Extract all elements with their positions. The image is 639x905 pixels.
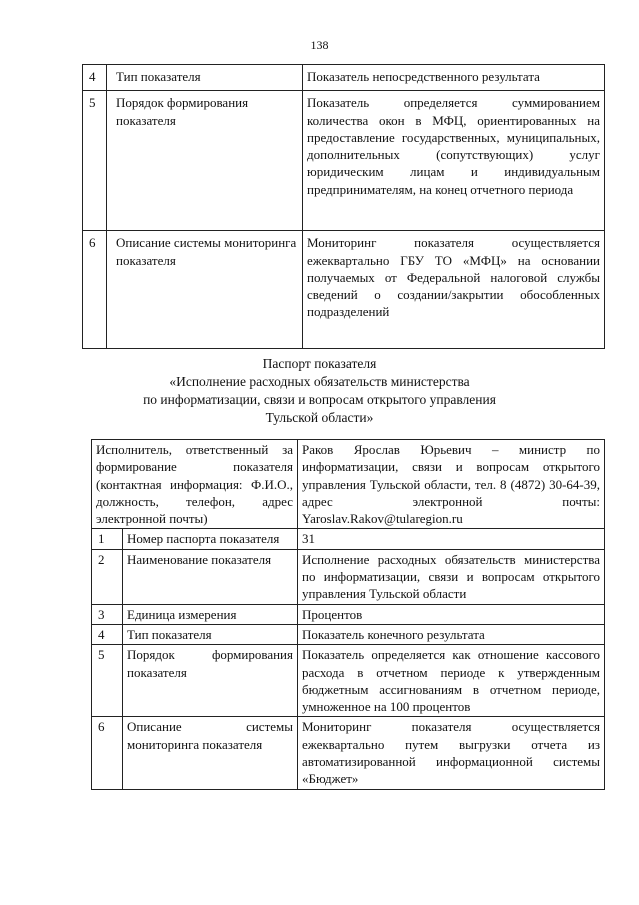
table-row xyxy=(83,91,605,231)
table-row xyxy=(92,717,605,789)
table-row xyxy=(83,231,605,349)
row-number: 3 xyxy=(92,604,123,624)
row-label: Наименование показателя xyxy=(123,549,298,604)
executor-value: Раков Ярослав Юрьевич – министр по информатизации, связи и вопросам открытого управления Тульской области, тел. 8 (4872) 30-64-39, адрес электронной почты: Yaroslav.Rakov@tularegion.ru xyxy=(298,440,605,529)
row-value: Мониторинг показателя осуществляется ежеквартально путем выгрузки отчета из автоматизированной информационной системы «Бюджет» xyxy=(298,717,605,789)
passport-title-line: Паспорт показателя xyxy=(262,356,377,371)
row-label: Описание системы мониторинга показателя xyxy=(123,717,298,789)
row-number: 4 xyxy=(92,624,123,644)
row-label: Описание системы мониторинга показателя xyxy=(107,231,303,349)
table-row xyxy=(92,604,605,624)
row-number: 5 xyxy=(83,91,107,231)
passport-title-line: по информатизации, связи и вопросам открытого управления xyxy=(143,392,496,407)
passport-title-line: Тульской области» xyxy=(265,410,374,425)
table-row xyxy=(92,624,605,644)
row-value: Мониторинг показателя осуществляется ежеквартально ГБУ ТО «МФЦ» на основании получаемых от Федеральной налоговой службы сведений о создании/закрытии обособленных подразделений xyxy=(303,231,605,349)
row-value: Показатель непосредственного результата xyxy=(303,65,605,91)
row-label: Порядок формирования показателя xyxy=(123,645,298,717)
row-number: 4 xyxy=(83,65,107,91)
row-value: Исполнение расходных обязательств министерства по информатизации, связи и вопросам открытого управления Тульской области xyxy=(298,549,605,604)
row-label: Номер паспорта показателя xyxy=(123,529,298,549)
row-number: 1 xyxy=(92,529,123,549)
row-label: Тип показателя xyxy=(107,65,303,91)
row-label: Порядок формирования показателя xyxy=(107,91,303,231)
table-row-executor xyxy=(92,440,605,529)
table-row xyxy=(92,529,605,549)
row-number: 6 xyxy=(83,231,107,349)
indicator-table-continued xyxy=(82,64,605,349)
row-value: Показатель определяется суммированием количества окон в МФЦ, ориентированных на предоставление государственных, муниципальных, дополнительных (сопутствующих) услуг юридическим лицам и индивидуальным предпринимателям, на конец отчетного периода xyxy=(303,91,605,231)
row-label: Тип показателя xyxy=(123,624,298,644)
executor-label: Исполнитель, ответственный за формирование показателя (контактная информация: Ф.И.О., должность, телефон, адрес электронной почты) xyxy=(92,440,298,529)
table-row xyxy=(92,549,605,604)
row-value: Показатель определяется как отношение кассового расхода в отчетном периоде к утвержденным бюджетным ассигнованиям в отчетном периоде, умноженное на 100 процентов xyxy=(298,645,605,717)
row-value: Показатель конечного результата xyxy=(298,624,605,644)
passport-title-line: «Исполнение расходных обязательств министерства xyxy=(169,374,470,389)
row-label: Единица измерения xyxy=(123,604,298,624)
passport-title xyxy=(0,355,639,427)
table-row xyxy=(83,65,605,91)
table-row xyxy=(92,645,605,717)
page-number: 138 xyxy=(310,38,329,52)
row-number: 5 xyxy=(92,645,123,717)
row-number: 2 xyxy=(92,549,123,604)
row-value: Процентов xyxy=(298,604,605,624)
row-number: 6 xyxy=(92,717,123,789)
row-value: 31 xyxy=(298,529,605,549)
passport-table xyxy=(91,439,605,790)
